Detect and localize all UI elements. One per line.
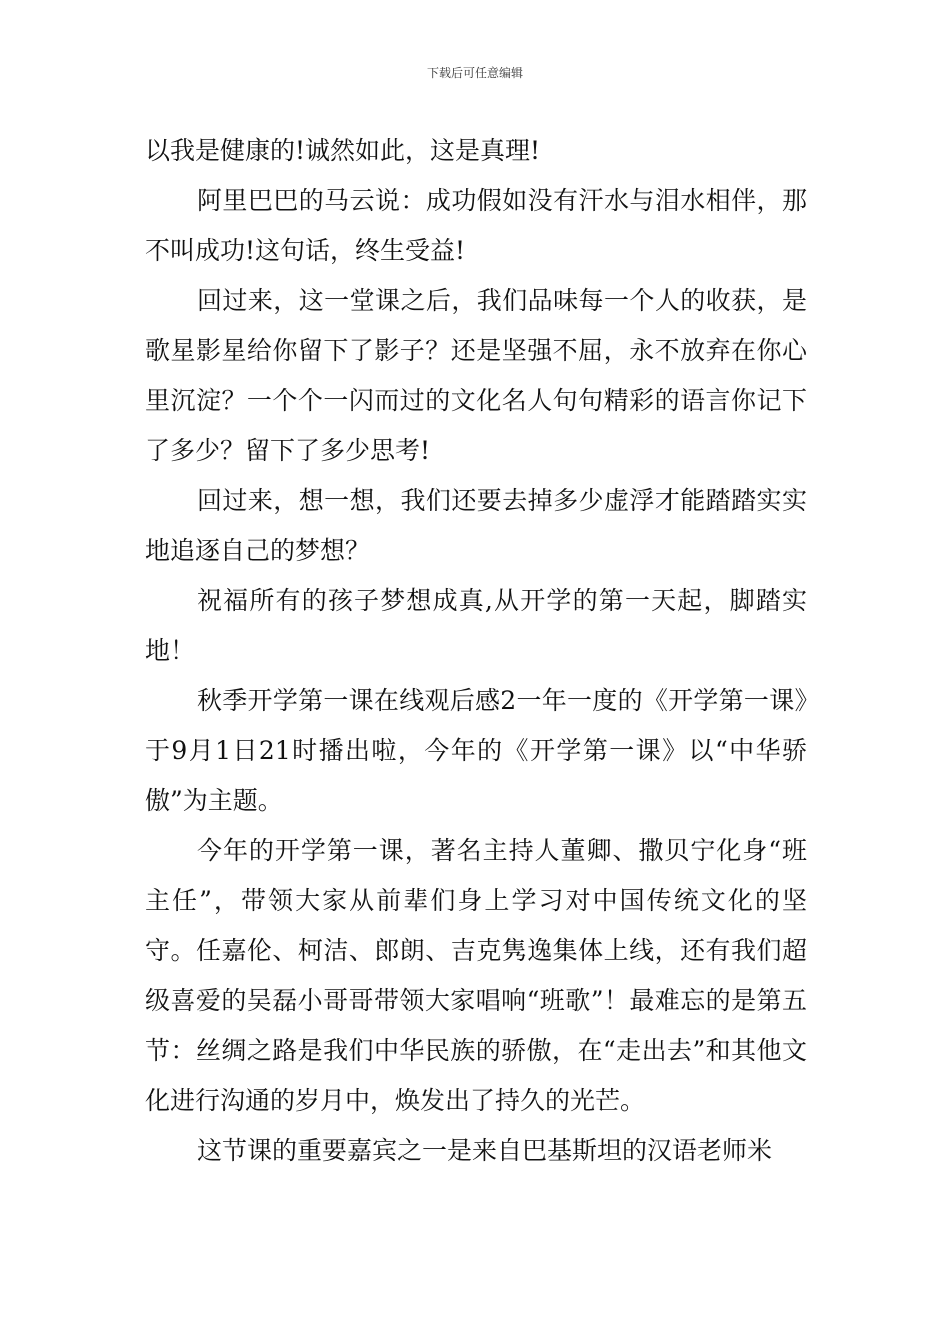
page-header: 下载后可任意编辑 — [426, 66, 523, 80]
document-body — [145, 126, 807, 1176]
paragraph: 回过来，想一想，我们还要去掉多少虚浮才能踏踏实实地追逐自己的梦想？ — [145, 486, 807, 565]
paragraph: 祝福所有的孩子梦想成真,从开学的第一天起，脚踏实地！ — [145, 586, 807, 665]
paragraph: 阿里巴巴的马云说：成功假如没有汗水与泪水相伴，那不叫成功!这句话，终生受益! — [145, 186, 807, 265]
paragraph: 秋季开学第一课在线观后感2一年一度的《开学第一课》于9月1日21时播出啦，今年的《开学第一课》以“中华骄傲”为主题。 — [145, 686, 807, 815]
paragraph: 这节课的重要嘉宾之一是来自巴基斯坦的汉语老师米 — [197, 1136, 773, 1165]
paragraph: 回过来，这一堂课之后，我们品味每一个人的收获，是歌星影星给你留下了影子？还是坚强不屈，永不放弃在你心里沉淀？一个个一闪而过的文化名人句句精彩的语言你记下了多少？留下了多少思考! — [145, 286, 807, 465]
paragraph: 以我是健康的!诚然如此，这是真理! — [145, 136, 541, 165]
paragraph: 今年的开学第一课，著名主持人董卿、撒贝宁化身“班主任”，带领大家从前辈们身上学习对中国传统文化的坚守。任嘉伦、柯洁、郎朗、吉克隽逸集体上线，还有我们超级喜爱的吴磊小哥哥带领大家唱响“班歌”！最难忘的是第五节：丝绸之路是我们中华民族的骄傲，在“走出去”和其他文化进行沟通的岁月中，焕发出了持久的光芒。 — [145, 836, 807, 1115]
